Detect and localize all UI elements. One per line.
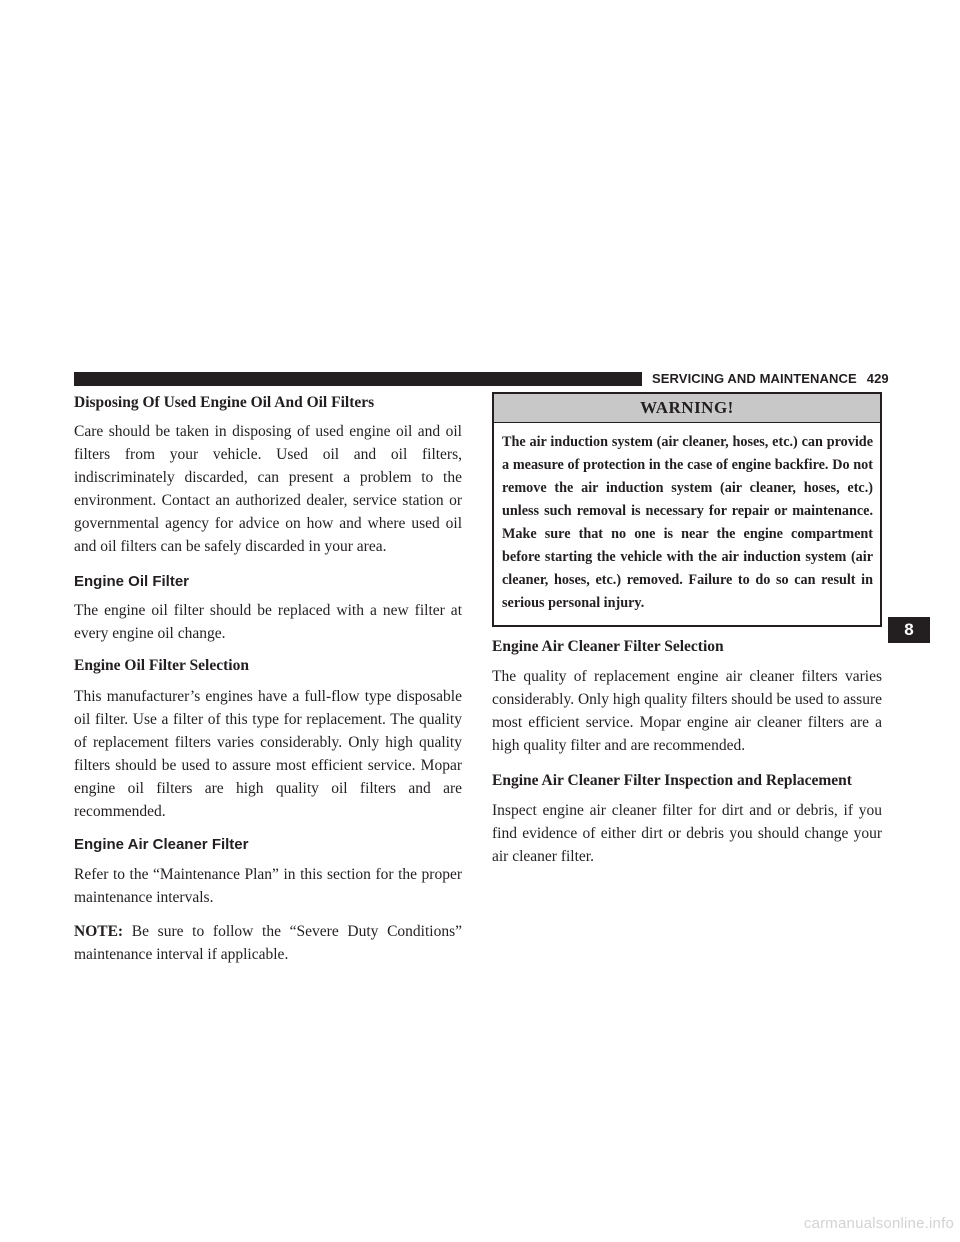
note-text: Be sure to follow the “Severe Duty Conditions” maintenance interval if applicable. — [74, 923, 462, 963]
note-label: NOTE: — [74, 923, 124, 940]
warning-box — [492, 392, 882, 627]
paragraph-air-cleaner-inspection: Inspect engine air cleaner filter for dirt and or debris, if you find evidence of either dirt or debris you should change your air cleaner filter. — [492, 802, 882, 865]
section-title: SERVICING AND MAINTENANCE — [652, 371, 857, 386]
watermark: carmanualsonline.info — [803, 1215, 954, 1232]
heading-air-cleaner-inspection: Engine Air Cleaner Filter Inspection and Replacement — [492, 772, 852, 789]
warning-text: The air induction system (air cleaner, hoses, etc.) can provide a measure of protection in the case of engine backfire. Do not remove the air induction system (air cleaner, hoses, etc.) unless such removal is necessary for repair or maintenance. Make sure that no one is near the engine compartment before starting the vehicle with the air induction system (air cleaner, hoses, etc.) removed. Failure to do so can result in serious personal injury. — [502, 434, 873, 611]
heading-air-cleaner-selection: Engine Air Cleaner Filter Selection — [492, 638, 724, 655]
paragraph-air-cleaner-filter: Refer to the “Maintenance Plan” in this section for the proper maintenance intervals. — [74, 866, 462, 906]
paragraph-disposing-oil: Care should be taken in disposing of used engine oil and oil filters from your vehicle. Used oil and oil filters, indiscriminately discarded, can present a problem to the environment. Contact an authorized dealer, service station or governmental agency for advice on how and where used oil and oil filters can be safely discarded in your area. — [74, 423, 462, 555]
paragraph-engine-oil-filter: The engine oil filter should be replaced with a new filter at every engine oil change. — [74, 602, 462, 642]
heading-engine-oil-filter: Engine Oil Filter — [74, 573, 190, 590]
header-rule — [74, 372, 642, 386]
chapter-tab: 8 — [888, 617, 930, 643]
paragraph-air-cleaner-selection: The quality of replacement engine air cleaner filters varies considerably. Only high quality filters should be used to assure most efficient service. Mopar engine air cleaner filters are a high quality filter and are recommended. — [492, 668, 882, 754]
heading-disposing-oil: Disposing Of Used Engine Oil And Oil Filters — [74, 394, 375, 411]
warning-title: WARNING! — [494, 394, 880, 423]
running-header — [652, 370, 888, 388]
heading-air-cleaner-filter: Engine Air Cleaner Filter — [74, 836, 249, 853]
paragraph-oil-filter-selection: This manufacturer’s engines have a full-flow type disposable oil filter. Use a filter of this type for replacement. The quality of replacement filters varies considerably. Only high quality filters should be used to assure most efficient service. Mopar engine oil filters are high quality oil filters and are recommended. — [74, 688, 462, 820]
page-number: 429 — [866, 371, 889, 386]
heading-oil-filter-selection: Engine Oil Filter Selection — [74, 657, 249, 674]
note-paragraph — [74, 920, 462, 966]
left-column — [74, 392, 462, 966]
right-column — [492, 392, 882, 868]
